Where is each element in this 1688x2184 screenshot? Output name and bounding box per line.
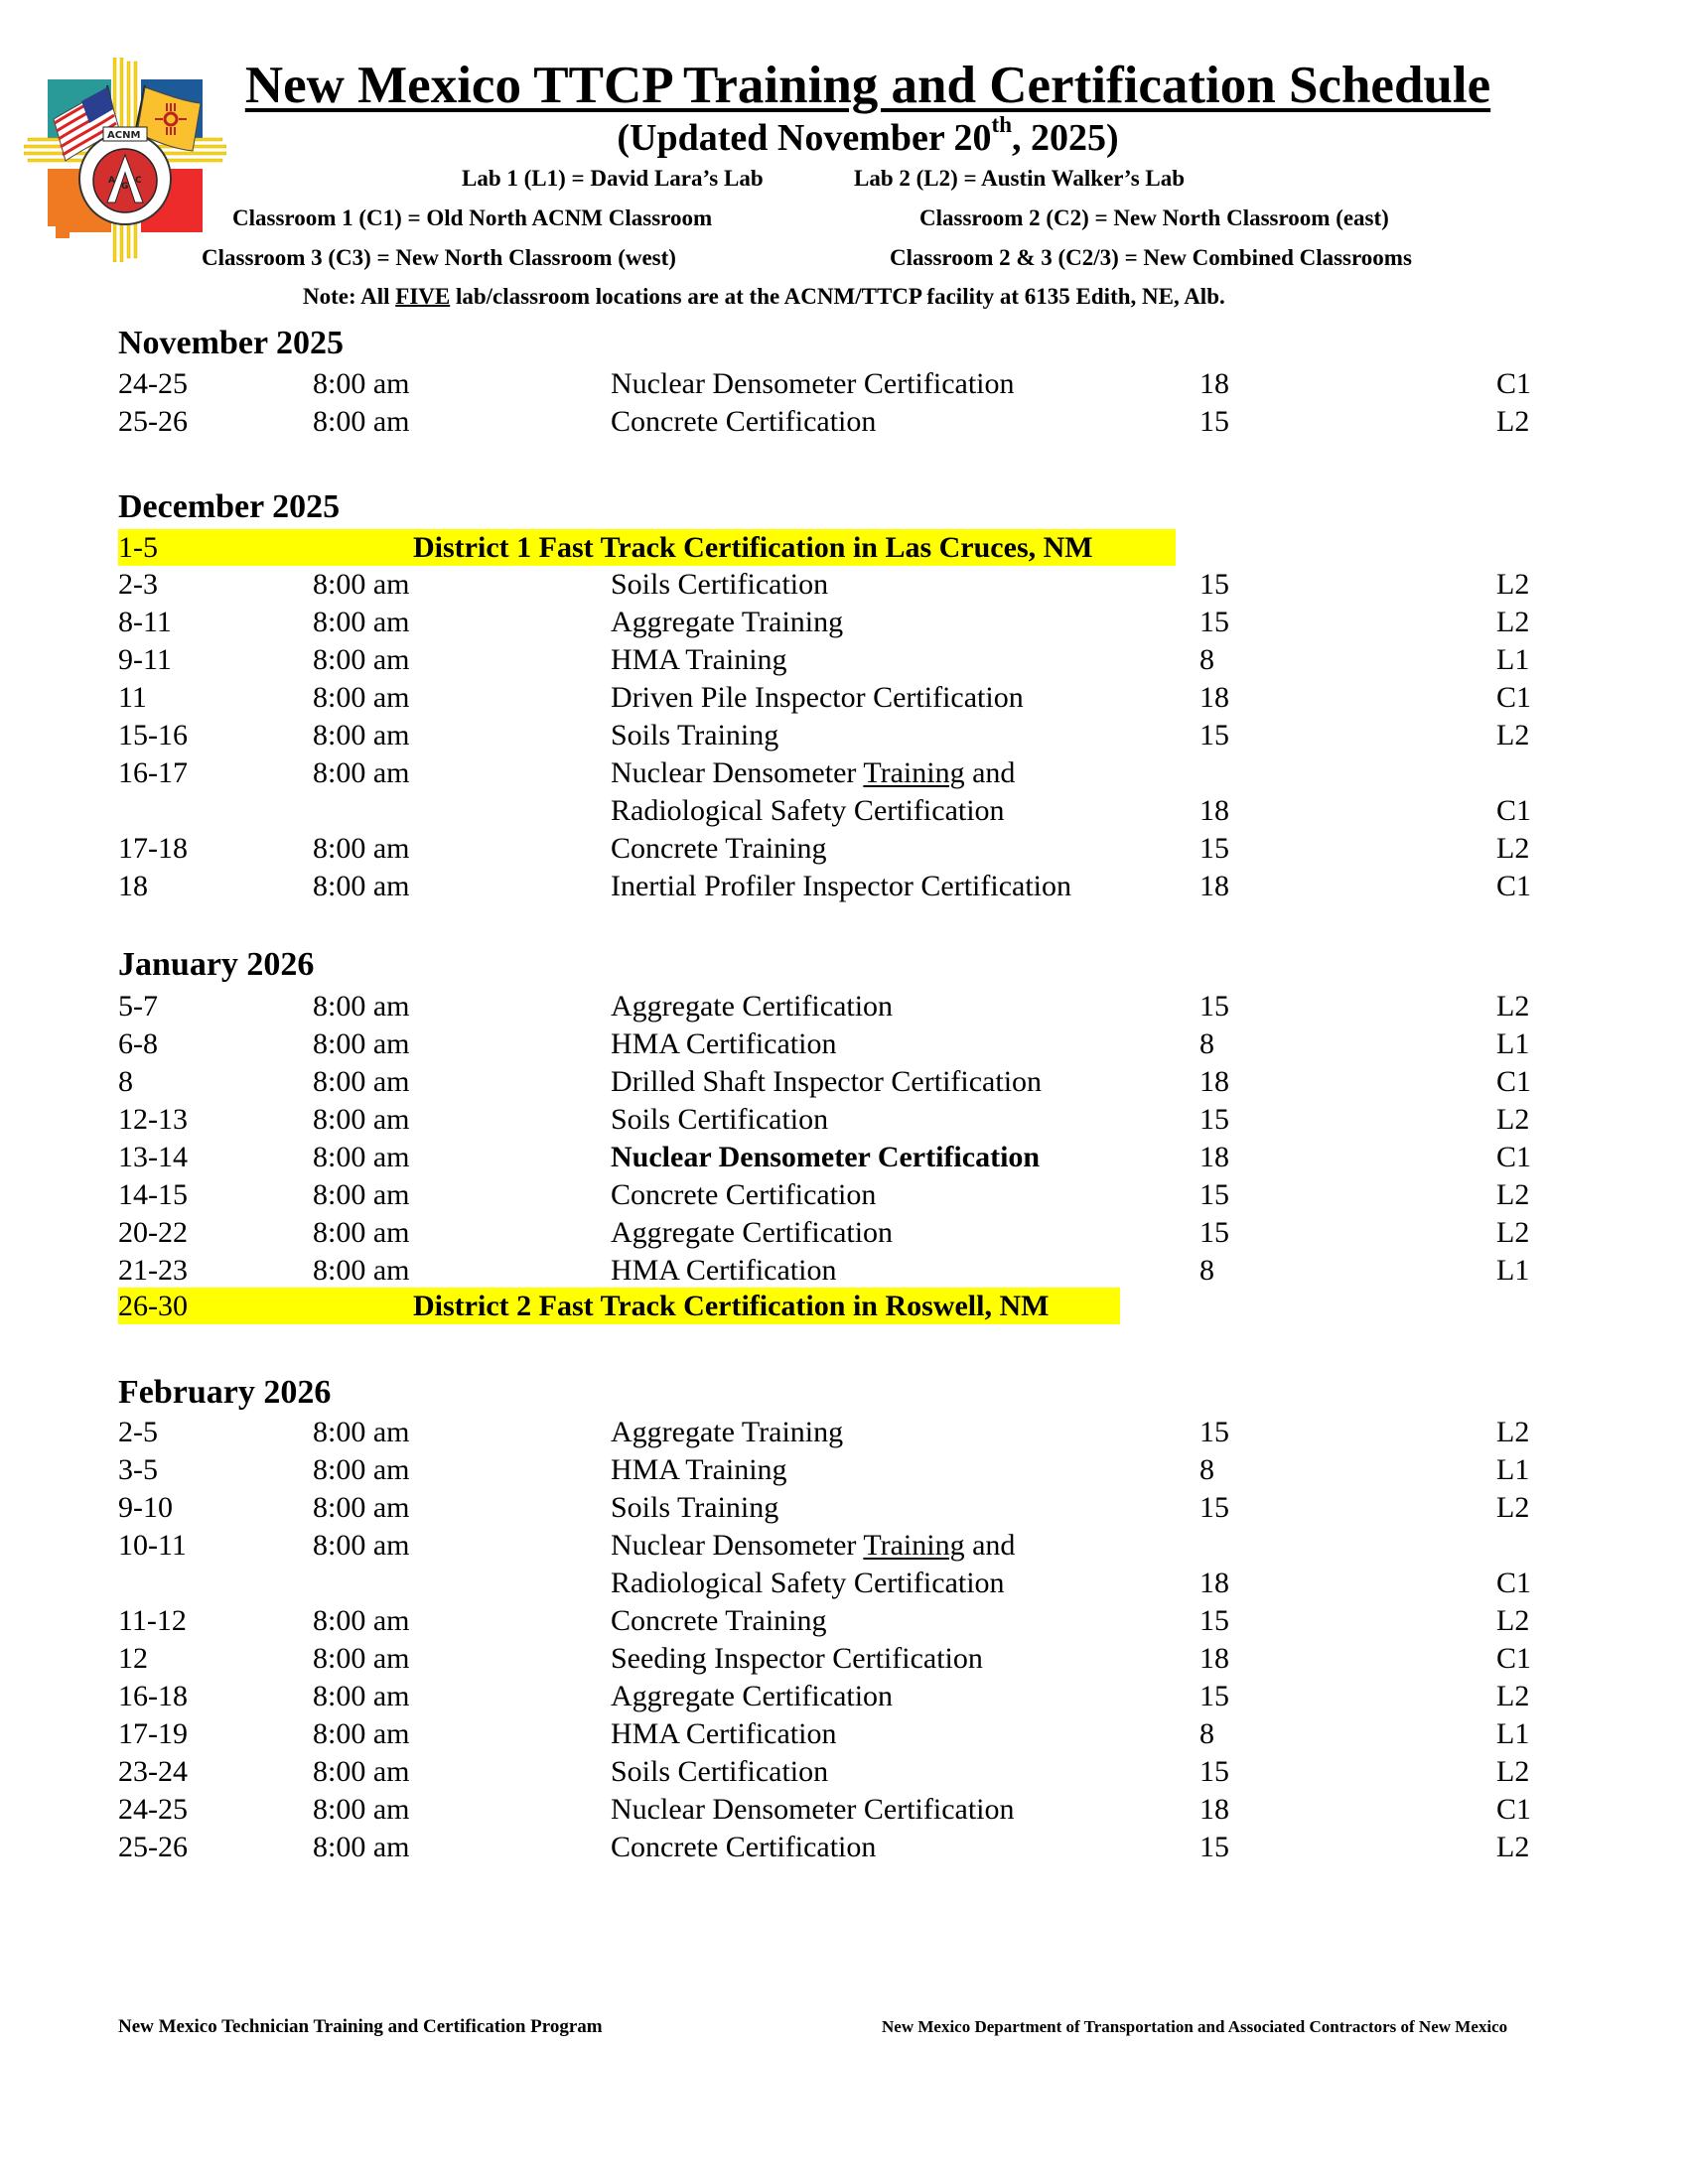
row-course: Nuclear Densometer Certification (611, 1793, 1015, 1826)
row-time: 8:00 am (313, 1453, 410, 1486)
row-count: 8 (1199, 1027, 1214, 1060)
schedule-row (118, 1602, 1548, 1640)
row-count: 18 (1199, 1642, 1229, 1675)
course-text: and (964, 756, 1016, 789)
row-course: Seeding Inspector Certification (611, 1642, 983, 1675)
schedule-row-continuation (118, 1565, 1548, 1602)
row-count: 15 (1199, 568, 1229, 601)
note-emphasis: FIVE (395, 284, 451, 309)
schedule-row (118, 1715, 1548, 1753)
svg-text:C: C (135, 176, 142, 186)
row-date: 6-8 (118, 1027, 158, 1060)
schedule-row (118, 1753, 1548, 1791)
row-count: 8 (1199, 1453, 1214, 1486)
row-course (611, 1527, 1015, 1565)
row-date: 11 (118, 681, 147, 714)
row-location: L2 (1496, 1604, 1530, 1637)
row-location: L2 (1496, 1755, 1530, 1788)
note-prefix: Note: All (303, 284, 396, 309)
row-count: 18 (1199, 1567, 1229, 1599)
row-date: 10-11 (118, 1529, 187, 1562)
row-course: HMA Training (611, 1453, 787, 1486)
row-count: 8 (1199, 643, 1214, 676)
legend-lab1: Lab 1 (L1) = David Lara’s Lab (462, 166, 764, 191)
row-date: 3-5 (118, 1453, 158, 1486)
row-location: L2 (1496, 1831, 1530, 1863)
row-date: 9-10 (118, 1491, 173, 1524)
row-count: 15 (1199, 1831, 1229, 1863)
row-date: 24-25 (118, 367, 188, 400)
row-course: HMA Certification (611, 1254, 837, 1287)
row-location: L2 (1496, 1216, 1530, 1249)
row-count: 15 (1199, 1103, 1229, 1136)
acnm-agc-logo (24, 58, 226, 262)
row-location: C1 (1496, 1793, 1532, 1826)
row-date: 12-13 (118, 1103, 188, 1136)
row-time: 8:00 am (313, 1416, 410, 1448)
page-title: New Mexico TTCP Training and Certification Schedule (244, 57, 1491, 114)
row-course: Aggregate Certification (611, 1216, 894, 1249)
row-location: C1 (1496, 1065, 1532, 1098)
row-location: L2 (1496, 606, 1530, 638)
legend-classroom3: Classroom 3 (C3) = New North Classroom (west) (202, 245, 676, 270)
row-count: 15 (1199, 1755, 1229, 1788)
course-text: Nuclear Densometer (611, 1529, 864, 1562)
row-date: 8-11 (118, 606, 172, 638)
row-course: Driven Pile Inspector Certification (611, 681, 1024, 714)
row-date: 12 (118, 1642, 148, 1675)
schedule-row (118, 1527, 1548, 1565)
schedule-row-continuation (118, 792, 1548, 830)
row-time: 8:00 am (313, 1604, 410, 1637)
svg-text:ACNM: ACNM (107, 130, 141, 141)
row-date: 5-7 (118, 990, 158, 1023)
row-date: 14-15 (118, 1178, 188, 1211)
row-location: C1 (1496, 1642, 1532, 1675)
row-count: 15 (1199, 1178, 1229, 1211)
schedule-row (118, 403, 1548, 441)
row-time: 8:00 am (313, 1717, 410, 1750)
row-location: L2 (1496, 832, 1530, 865)
month-heading: January 2026 (118, 946, 315, 983)
row-course: Soils Certification (611, 1103, 829, 1136)
schedule-row (118, 1063, 1548, 1101)
row-time: 8:00 am (313, 681, 410, 714)
row-course: Drilled Shaft Inspector Certification (611, 1065, 1043, 1098)
row-course: Nuclear Densometer Certification (611, 1141, 1041, 1173)
row-time: 8:00 am (313, 405, 410, 438)
row-count: 15 (1199, 719, 1229, 751)
schedule-row (118, 868, 1548, 905)
row-location: L2 (1496, 1491, 1530, 1524)
schedule-row (118, 365, 1548, 403)
schedule-row (118, 1640, 1548, 1678)
row-course: Soils Training (611, 1491, 779, 1524)
row-location: C1 (1496, 681, 1532, 714)
row-date: 16-17 (118, 756, 188, 789)
schedule-row (118, 641, 1548, 679)
row-count: 15 (1199, 1491, 1229, 1524)
row-location: C1 (1496, 870, 1532, 902)
row-location: C1 (1496, 367, 1532, 400)
course-text: Nuclear Densometer (611, 756, 864, 789)
row-location: L1 (1496, 1027, 1530, 1060)
schedule-row (118, 1139, 1548, 1176)
event-date: 26-30 (118, 1290, 188, 1322)
schedule-row (118, 1214, 1548, 1252)
row-date: 25-26 (118, 405, 188, 438)
row-count: 18 (1199, 1141, 1229, 1173)
schedule-row (118, 1678, 1548, 1715)
row-location: L2 (1496, 1416, 1530, 1448)
row-location: L2 (1496, 405, 1530, 438)
row-course: Soils Certification (611, 568, 829, 601)
row-location: L2 (1496, 719, 1530, 751)
row-date: 17-19 (118, 1717, 188, 1750)
row-course: Concrete Certification (611, 1178, 877, 1211)
month-heading: November 2025 (118, 325, 344, 361)
row-time: 8:00 am (313, 606, 410, 638)
schedule-row (118, 830, 1548, 868)
row-course: Radiological Safety Certification (611, 794, 1005, 827)
row-location: L2 (1496, 568, 1530, 601)
row-course: HMA Training (611, 643, 787, 676)
course-underlined-text: Training (863, 1529, 965, 1562)
row-course: Concrete Certification (611, 405, 877, 438)
row-time: 8:00 am (313, 990, 410, 1023)
row-count: 15 (1199, 405, 1229, 438)
row-course: Inertial Profiler Inspector Certification (611, 870, 1071, 902)
schedule-row (118, 754, 1548, 792)
row-location: L2 (1496, 990, 1530, 1023)
highlighted-event-row (118, 529, 1176, 566)
row-location: C1 (1496, 1141, 1532, 1173)
row-course: Aggregate Training (611, 1416, 844, 1448)
row-time: 8:00 am (313, 756, 410, 789)
row-location: L1 (1496, 1717, 1530, 1750)
row-time: 8:00 am (313, 1642, 410, 1675)
svg-text:A: A (108, 176, 115, 186)
row-time: 8:00 am (313, 870, 410, 902)
schedule-row (118, 1829, 1548, 1866)
updated-suffix: , 2025) (1011, 117, 1119, 159)
highlighted-event-row (118, 1288, 1120, 1324)
row-count: 15 (1199, 1604, 1229, 1637)
row-count: 15 (1199, 1416, 1229, 1448)
location-note (303, 283, 1225, 311)
row-course: Soils Certification (611, 1755, 829, 1788)
schedule-row (118, 1414, 1548, 1451)
row-course (611, 754, 1015, 792)
row-date: 24-25 (118, 1793, 188, 1826)
row-location: L2 (1496, 1178, 1530, 1211)
row-time: 8:00 am (313, 1793, 410, 1826)
schedule-row (118, 1025, 1548, 1063)
row-date: 13-14 (118, 1141, 188, 1173)
event-title: District 1 Fast Track Certification in Las Cruces, NM (413, 531, 1093, 564)
schedule-row (118, 1101, 1548, 1139)
schedule-row (118, 988, 1548, 1025)
row-location: L1 (1496, 643, 1530, 676)
row-count: 18 (1199, 1793, 1229, 1826)
row-time: 8:00 am (313, 1216, 410, 1249)
schedule-row (118, 1791, 1548, 1829)
row-location: L2 (1496, 1680, 1530, 1712)
row-location: C1 (1496, 794, 1532, 827)
row-location: C1 (1496, 1567, 1532, 1599)
event-date: 1-5 (118, 531, 158, 564)
row-date: 23-24 (118, 1755, 188, 1788)
row-count: 18 (1199, 870, 1229, 902)
row-location: L1 (1496, 1254, 1530, 1287)
row-date: 2-5 (118, 1416, 158, 1448)
row-count: 18 (1199, 367, 1229, 400)
legend-lab2: Lab 2 (L2) = Austin Walker’s Lab (854, 166, 1186, 191)
row-date: 2-3 (118, 568, 158, 601)
row-course: Concrete Certification (611, 1831, 877, 1863)
row-course: Concrete Training (611, 832, 827, 865)
updated-sup: th (991, 112, 1012, 138)
legend-classroom23: Classroom 2 & 3 (C2/3) = New Combined Classrooms (890, 245, 1412, 270)
row-course: HMA Certification (611, 1027, 837, 1060)
row-time: 8:00 am (313, 568, 410, 601)
footer-left: New Mexico Technician Training and Certification Program (118, 2016, 603, 2037)
row-course: Soils Training (611, 719, 779, 751)
row-date: 20-22 (118, 1216, 188, 1249)
row-time: 8:00 am (313, 1103, 410, 1136)
row-course: HMA Certification (611, 1717, 837, 1750)
row-date: 25-26 (118, 1831, 188, 1863)
row-course: Concrete Training (611, 1604, 827, 1637)
legend-classroom1: Classroom 1 (C1) = Old North ACNM Classroom (232, 205, 713, 230)
row-time: 8:00 am (313, 1065, 410, 1098)
row-time: 8:00 am (313, 1831, 410, 1863)
event-title: District 2 Fast Track Certification in Roswell, NM (413, 1290, 1050, 1322)
row-count: 18 (1199, 681, 1229, 714)
schedule-row (118, 604, 1548, 641)
schedule-row (118, 1489, 1548, 1527)
row-time: 8:00 am (313, 1755, 410, 1788)
month-heading: December 2025 (118, 488, 341, 525)
month-heading: February 2026 (118, 1374, 332, 1411)
row-date: 18 (118, 870, 148, 902)
row-date: 16-18 (118, 1680, 188, 1712)
row-time: 8:00 am (313, 1141, 410, 1173)
row-course: Radiological Safety Certification (611, 1567, 1005, 1599)
row-location: L1 (1496, 1453, 1530, 1486)
row-count: 18 (1199, 794, 1229, 827)
row-count: 8 (1199, 1717, 1214, 1750)
row-date: 15-16 (118, 719, 188, 751)
row-count: 15 (1199, 1216, 1229, 1249)
schedule-row (118, 1451, 1548, 1489)
row-count: 18 (1199, 1065, 1229, 1098)
row-course: Nuclear Densometer Certification (611, 367, 1015, 400)
footer-right: New Mexico Department of Transportation and Associated Contractors of New Mexico (882, 2017, 1508, 2036)
row-location: L2 (1496, 1103, 1530, 1136)
row-count: 15 (1199, 990, 1229, 1023)
updated-date (205, 112, 1531, 161)
row-date: 8 (118, 1065, 133, 1098)
schedule-row (118, 566, 1548, 604)
row-count: 15 (1199, 606, 1229, 638)
schedule-row (118, 1252, 1548, 1290)
row-course: Aggregate Certification (611, 990, 894, 1023)
schedule-row (118, 679, 1548, 717)
row-time: 8:00 am (313, 1178, 410, 1211)
row-count: 8 (1199, 1254, 1214, 1287)
row-time: 8:00 am (313, 1680, 410, 1712)
row-time: 8:00 am (313, 1491, 410, 1524)
row-time: 8:00 am (313, 832, 410, 865)
row-date: 17-18 (118, 832, 188, 865)
legend-classroom2: Classroom 2 (C2) = New North Classroom (east) (919, 205, 1389, 230)
row-time: 8:00 am (313, 1254, 410, 1287)
row-time: 8:00 am (313, 719, 410, 751)
row-time: 8:00 am (313, 367, 410, 400)
svg-text:G: G (121, 182, 129, 192)
schedule-row (118, 1176, 1548, 1214)
updated-prefix: (Updated November 20 (617, 117, 992, 159)
row-time: 8:00 am (313, 643, 410, 676)
schedule-row (118, 717, 1548, 754)
row-date: 21-23 (118, 1254, 188, 1287)
row-time: 8:00 am (313, 1529, 410, 1562)
row-time: 8:00 am (313, 1027, 410, 1060)
row-date: 9-11 (118, 643, 172, 676)
course-underlined-text: Training (863, 756, 965, 789)
row-count: 15 (1199, 832, 1229, 865)
row-course: Aggregate Training (611, 606, 844, 638)
row-date: 11-12 (118, 1604, 187, 1637)
course-text: and (964, 1529, 1016, 1562)
row-count: 15 (1199, 1680, 1229, 1712)
row-course: Aggregate Certification (611, 1680, 894, 1712)
note-suffix: lab/classroom locations are at the ACNM/TTCP facility at 6135 Edith, NE, Alb. (450, 284, 1225, 309)
